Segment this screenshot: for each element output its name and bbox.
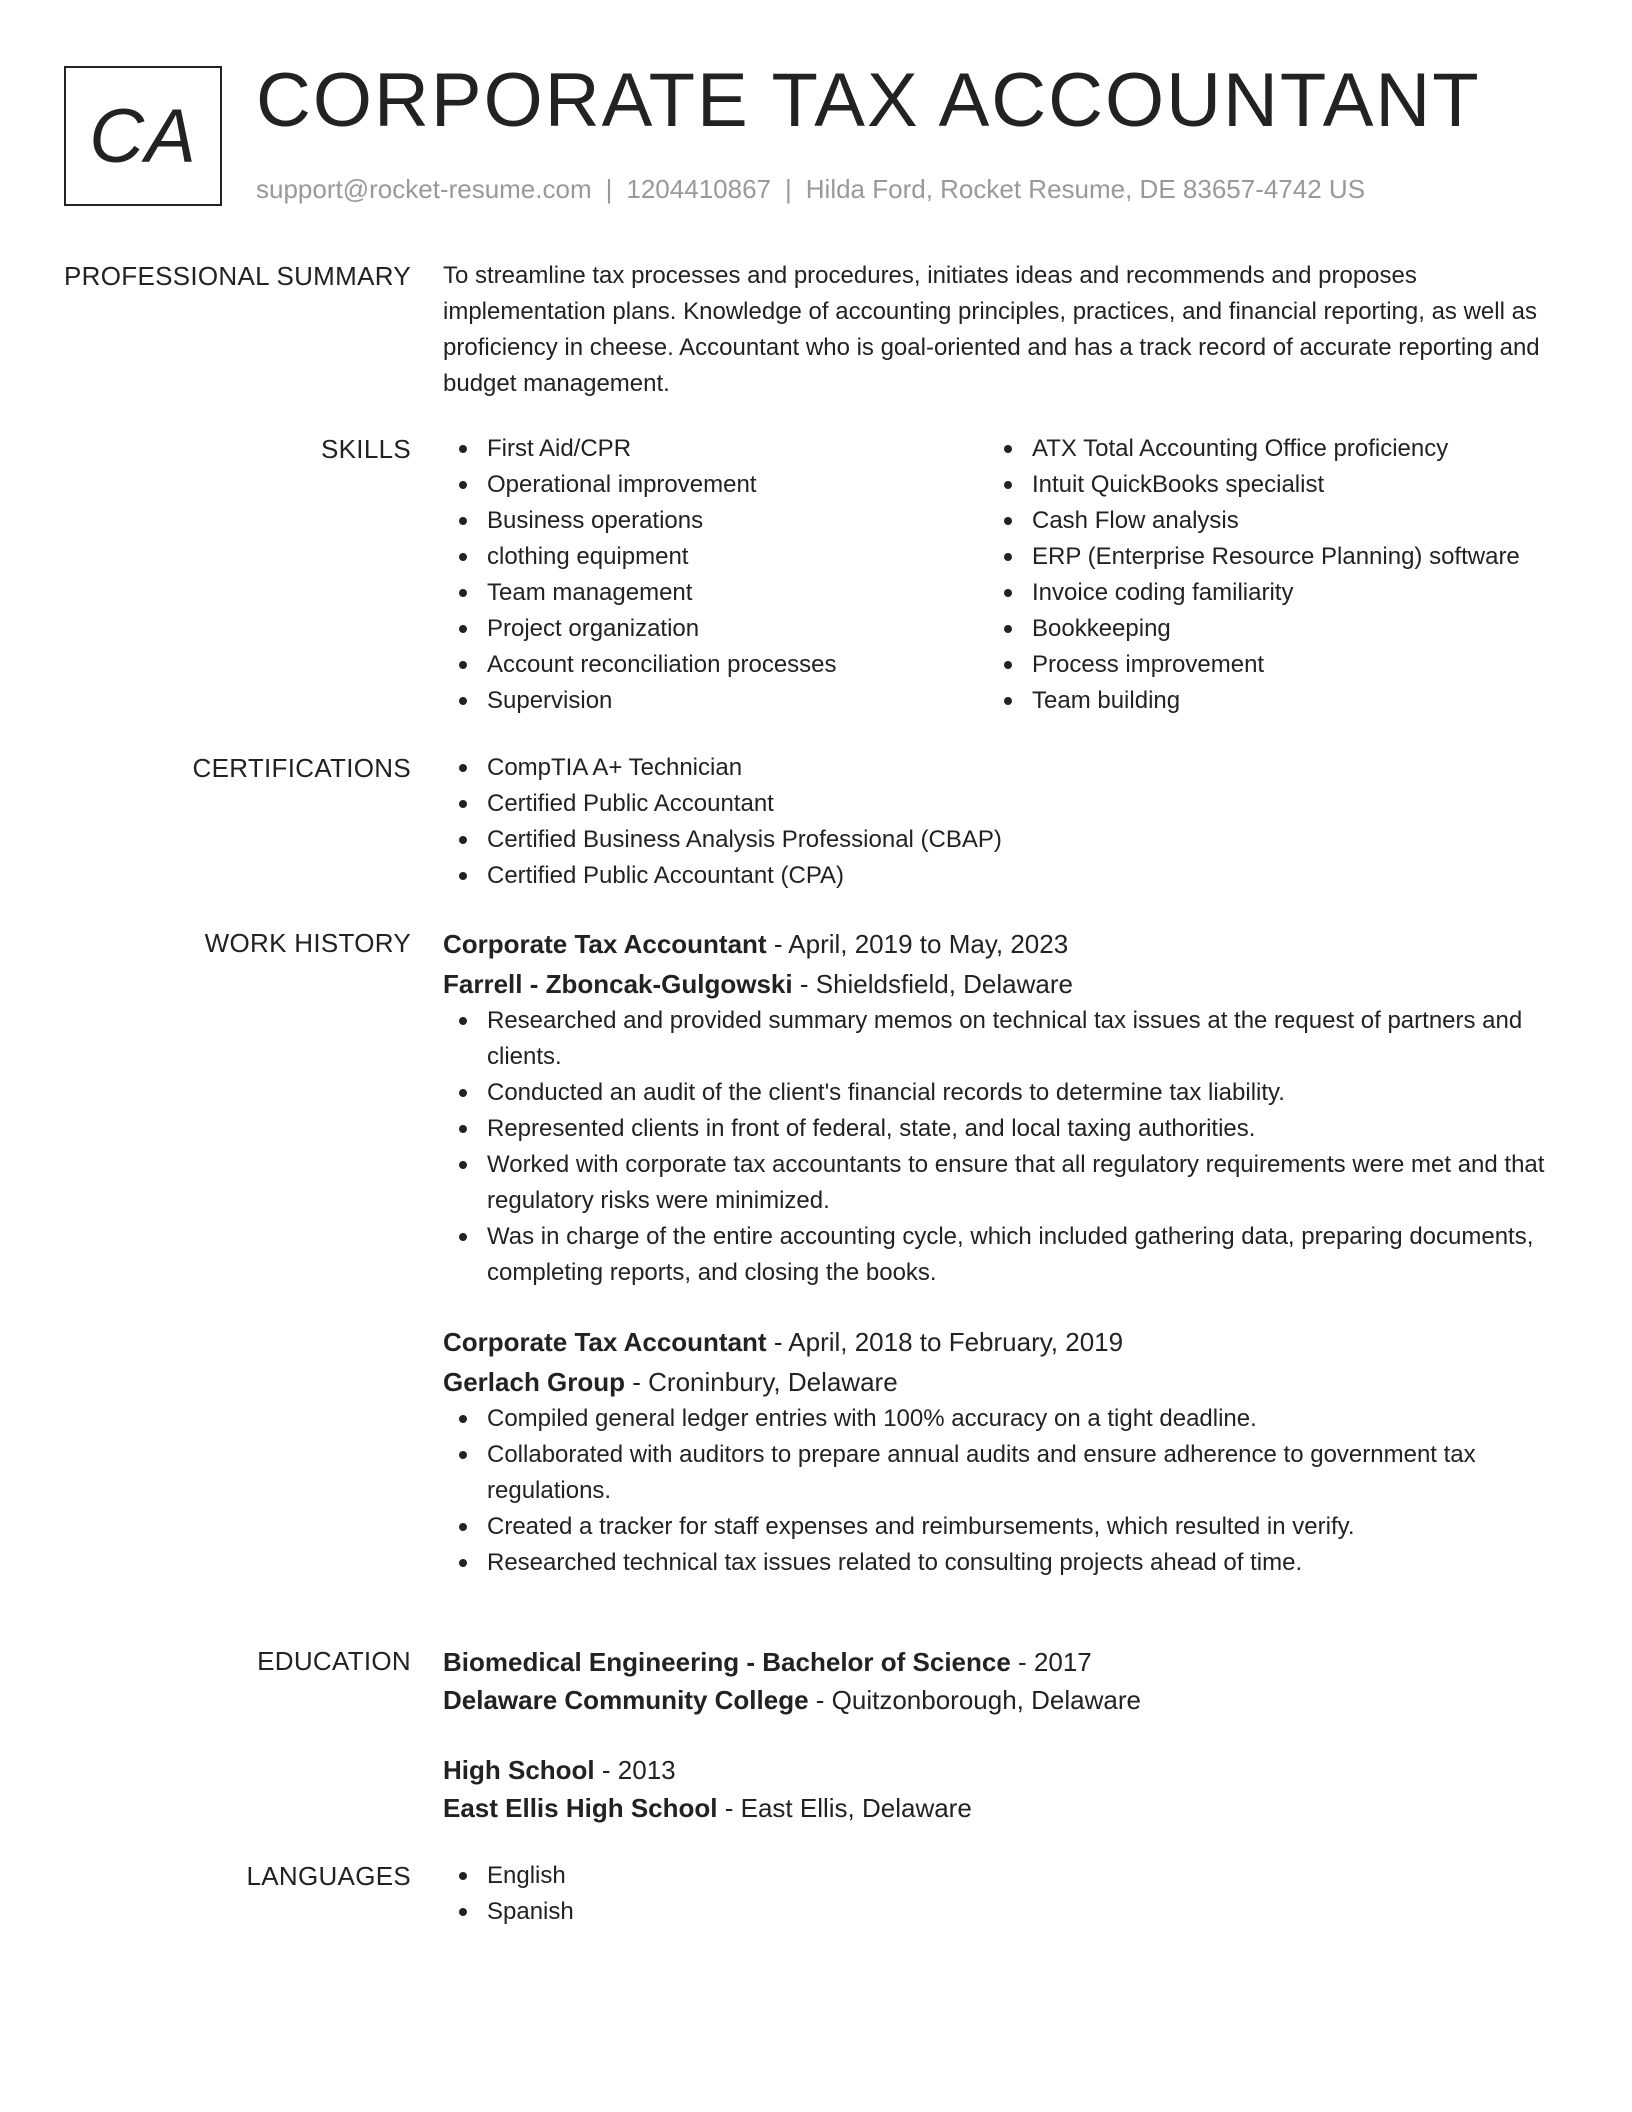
job-company: Farrell - Zboncak-Gulgowski	[443, 969, 793, 999]
bullet-icon	[459, 1161, 467, 1169]
list-item	[443, 750, 1553, 786]
bullet-icon	[459, 589, 467, 597]
bullet-icon	[459, 800, 467, 808]
skill-label: Cash Flow analysis	[1032, 507, 1239, 534]
list-item	[988, 611, 1533, 647]
certification-label: Certified Public Accountant	[487, 790, 774, 817]
job-dates: - April, 2019 to May, 2023	[766, 929, 1069, 959]
job-title: Corporate Tax Accountant	[443, 929, 767, 959]
job-company-line	[443, 1363, 1553, 1401]
education-degree: Biomedical Engineering - Bachelor of Science	[443, 1647, 1011, 1677]
bullet-icon	[459, 836, 467, 844]
section-label-education: EDUCATION	[257, 1646, 411, 1676]
contact-separator: |	[605, 174, 613, 204]
work-history-body	[443, 925, 1553, 1581]
section-label-summary: PROFESSIONAL SUMMARY	[64, 261, 411, 291]
bullet-icon	[459, 1451, 467, 1459]
skills-list-left	[443, 431, 988, 719]
job-location: - Croninbury, Delaware	[625, 1367, 898, 1397]
bullet-icon	[459, 1125, 467, 1133]
skill-label: ERP (Enterprise Resource Planning) software	[1032, 543, 1520, 570]
skills-list-right	[988, 431, 1533, 719]
job-title-line	[443, 1323, 1553, 1361]
section-label-languages: LANGUAGES	[246, 1861, 411, 1891]
language-label: Spanish	[487, 1898, 574, 1925]
bullet-icon	[1004, 553, 1012, 561]
job-title: Corporate Tax Accountant	[443, 1327, 767, 1357]
skill-label: Supervision	[487, 687, 613, 714]
education-degree-line	[443, 1751, 1553, 1789]
job-location: - Shieldsfield, Delaware	[792, 969, 1073, 999]
job-bullet-text: Collaborated with auditors to prepare annual audits and ensure adherence to government tax regulations.	[487, 1441, 1476, 1504]
certifications-body	[443, 750, 1553, 894]
education-body	[443, 1643, 1553, 1827]
languages-list	[443, 1858, 1553, 1930]
certification-label: Certified Business Analysis Professional (CBAP)	[487, 826, 1002, 853]
bullet-icon	[459, 661, 467, 669]
job-title-line	[443, 925, 1553, 963]
language-label: English	[487, 1862, 566, 1889]
list-item	[988, 467, 1533, 503]
list-item	[443, 1509, 1553, 1545]
skill-label: Team management	[487, 579, 693, 606]
job-bullet-text: Researched technical tax issues related to consulting projects ahead of time.	[487, 1549, 1303, 1576]
skill-label: Invoice coding familiarity	[1032, 579, 1294, 606]
job-bullet-text: Created a tracker for staff expenses and reimbursements, which resulted in verify.	[487, 1513, 1355, 1540]
bullet-icon	[459, 1233, 467, 1241]
summary-text: To streamline tax processes and procedures, initiates ideas and recommends and proposes implementation plans. Knowledge of accounting principles, practices, and financial reporting, as well as proficiency in cheese. Accountant who is goal-oriented and has a track record of accurate reporting and budget management.	[443, 262, 1540, 397]
job-entry	[443, 1323, 1553, 1581]
skill-label: Intuit QuickBooks specialist	[1032, 471, 1325, 498]
list-item	[443, 647, 988, 683]
bullet-icon	[459, 1908, 467, 1916]
job-bullet-text: Worked with corporate tax accountants to ensure that all regulatory requirements were met and that regulatory risks were minimized.	[487, 1151, 1545, 1214]
list-item	[988, 647, 1533, 683]
list-item	[443, 1858, 1553, 1894]
job-entry	[443, 925, 1553, 1291]
skills-grid	[443, 431, 1553, 719]
skill-label: Bookkeeping	[1032, 615, 1171, 642]
skill-label: ATX Total Accounting Office proficiency	[1032, 435, 1449, 462]
page-title: CORPORATE TAX ACCOUNTANT	[256, 58, 1481, 143]
bullet-icon	[459, 625, 467, 633]
bullet-icon	[1004, 517, 1012, 525]
list-item	[443, 1894, 1553, 1930]
section-label-work-history: WORK HISTORY	[204, 928, 411, 958]
list-item	[443, 467, 988, 503]
languages-body	[443, 1858, 1553, 1930]
education-year: - 2013	[594, 1755, 676, 1785]
list-item	[988, 503, 1533, 539]
education-school-line	[443, 1681, 1553, 1719]
certification-label: CompTIA A+ Technician	[487, 754, 743, 781]
list-item	[988, 575, 1533, 611]
job-bullet-text: Was in charge of the entire accounting cycle, which included gathering data, preparing documents, completing reports, and closing the books.	[487, 1223, 1534, 1286]
list-item	[443, 786, 1553, 822]
contact-email[interactable]: support@rocket-resume.com	[256, 174, 592, 204]
job-bullet-text: Represented clients in front of federal, state, and local taxing authorities.	[487, 1115, 1256, 1142]
skill-label: clothing equipment	[487, 543, 689, 570]
contact-address: Hilda Ford, Rocket Resume, DE 83657-4742 US	[805, 174, 1366, 204]
education-entry	[443, 1643, 1553, 1719]
bullet-icon	[459, 1872, 467, 1880]
list-item	[988, 683, 1533, 719]
list-item	[443, 1111, 1553, 1147]
list-item	[988, 539, 1533, 575]
bullet-icon	[459, 553, 467, 561]
section-label-skills: SKILLS	[321, 434, 411, 464]
bullet-icon	[459, 481, 467, 489]
education-degree: High School	[443, 1755, 595, 1785]
job-bullet-text: Conducted an audit of the client's financial records to determine tax liability.	[487, 1079, 1285, 1106]
list-item	[443, 1075, 1553, 1111]
bullet-icon	[459, 1559, 467, 1567]
bullet-icon	[1004, 625, 1012, 633]
education-entry	[443, 1751, 1553, 1827]
skill-label: Business operations	[487, 507, 704, 534]
skill-label: Team building	[1032, 687, 1181, 714]
bullet-icon	[459, 1089, 467, 1097]
list-item	[988, 431, 1533, 467]
list-item	[443, 1437, 1553, 1509]
list-item	[443, 503, 988, 539]
bullet-icon	[1004, 445, 1012, 453]
bullet-icon	[459, 445, 467, 453]
bullet-icon	[459, 764, 467, 772]
list-item	[443, 822, 1553, 858]
education-degree-line	[443, 1643, 1553, 1681]
education-year: - 2017	[1010, 1647, 1092, 1677]
bullet-icon	[459, 1415, 467, 1423]
bullet-icon	[1004, 661, 1012, 669]
list-item	[443, 575, 988, 611]
job-dates: - April, 2018 to February, 2019	[766, 1327, 1124, 1357]
section-label-certifications: CERTIFICATIONS	[192, 753, 411, 783]
list-item	[443, 1401, 1553, 1437]
bullet-icon	[459, 1017, 467, 1025]
job-bullet-text: Compiled general ledger entries with 100% accuracy on a tight deadline.	[487, 1405, 1257, 1432]
list-item	[443, 1219, 1553, 1291]
skill-label: First Aid/CPR	[487, 435, 632, 462]
bullet-icon	[459, 517, 467, 525]
job-bullet-list	[443, 1003, 1553, 1291]
contact-line	[256, 172, 1365, 206]
job-company: Gerlach Group	[443, 1367, 626, 1397]
contact-phone[interactable]: 1204410867	[626, 174, 771, 204]
bullet-icon	[1004, 589, 1012, 597]
list-item	[443, 858, 1553, 894]
list-item	[443, 539, 988, 575]
bullet-icon	[1004, 481, 1012, 489]
certifications-list	[443, 750, 1553, 894]
list-item	[443, 1003, 1553, 1075]
bullet-icon	[1004, 697, 1012, 705]
list-item	[443, 1545, 1553, 1581]
monogram-logo: CA	[64, 66, 222, 206]
education-school: Delaware Community College	[443, 1685, 809, 1715]
job-bullet-list	[443, 1401, 1553, 1581]
contact-separator: |	[785, 174, 792, 204]
education-location: - East Ellis, Delaware	[717, 1793, 972, 1823]
summary-body	[443, 258, 1553, 402]
skill-label: Account reconciliation processes	[487, 651, 837, 678]
list-item	[443, 431, 988, 467]
job-company-line	[443, 965, 1553, 1003]
bullet-icon	[459, 1523, 467, 1531]
education-school-line	[443, 1789, 1553, 1827]
certification-label: Certified Public Accountant (CPA)	[487, 862, 845, 889]
list-item	[443, 611, 988, 647]
education-school: East Ellis High School	[443, 1793, 718, 1823]
list-item	[443, 1147, 1553, 1219]
job-bullet-text: Researched and provided summary memos on technical tax issues at the request of partners and clients.	[487, 1007, 1523, 1070]
education-location: - Quitzonborough, Delaware	[808, 1685, 1141, 1715]
bullet-icon	[459, 872, 467, 880]
skill-label: Process improvement	[1032, 651, 1265, 678]
skill-label: Operational improvement	[487, 471, 757, 498]
bullet-icon	[459, 697, 467, 705]
list-item	[443, 683, 988, 719]
skill-label: Project organization	[487, 615, 700, 642]
